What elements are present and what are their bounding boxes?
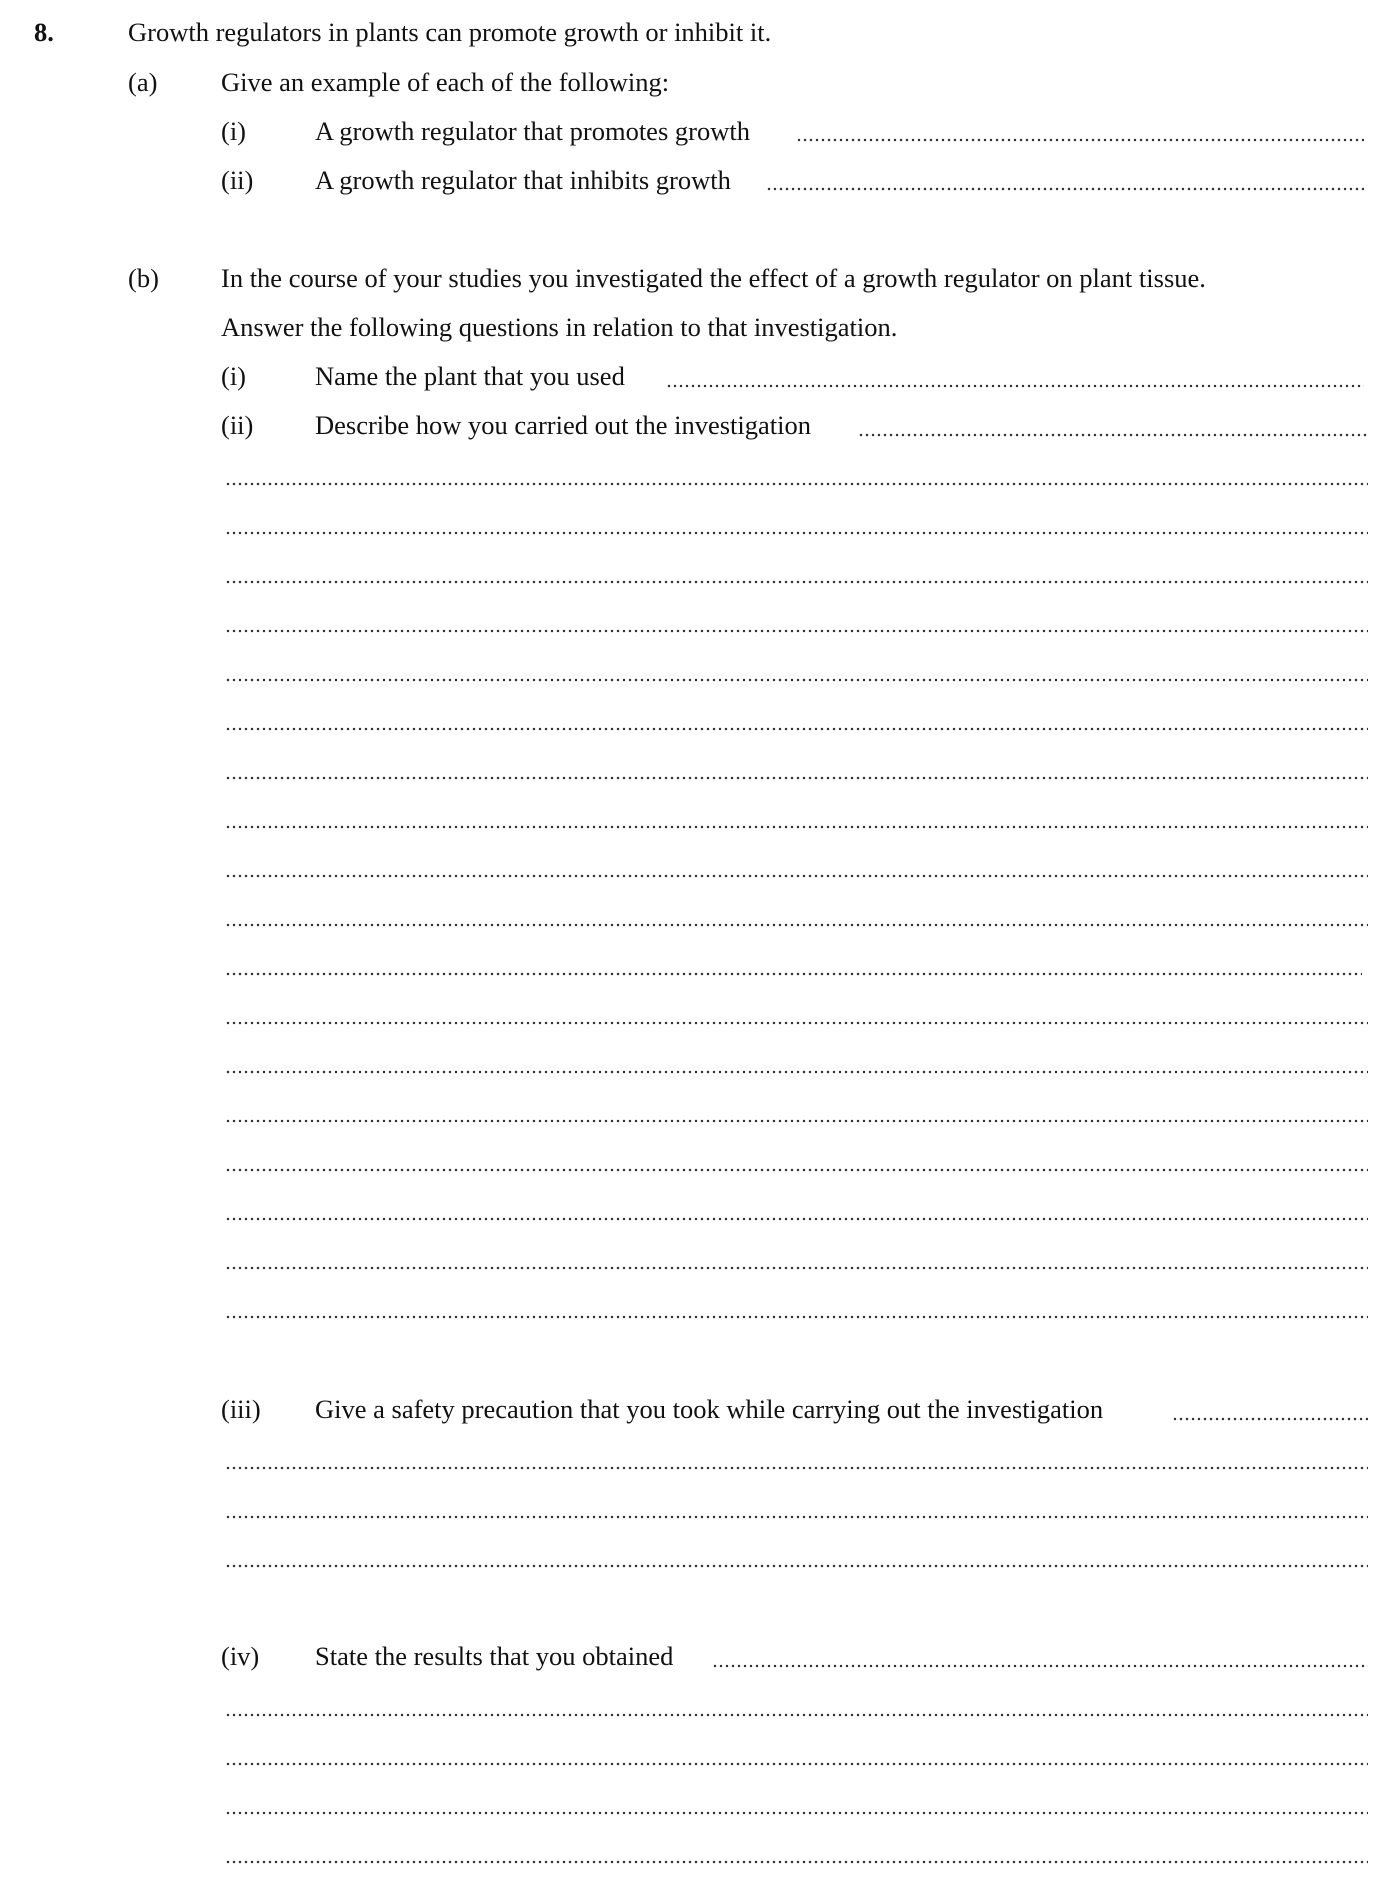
- answer-line-a-i[interactable]: [796, 138, 1364, 142]
- answer-line-b-iv[interactable]: [225, 1713, 1368, 1717]
- answer-line-b-ii[interactable]: [225, 1070, 1368, 1074]
- part-b-i-text: Name the plant that you used: [315, 361, 625, 391]
- part-b-prompt-2: Answer the following questions in relation to that investigation.: [221, 312, 898, 342]
- part-a-i-label: (i): [221, 116, 247, 146]
- answer-line-b-ii[interactable]: [225, 727, 1368, 731]
- answer-line-b-ii[interactable]: [225, 972, 1362, 976]
- question-stem: Growth regulators in plants can promote growth or inhibit it.: [128, 17, 772, 47]
- answer-line-a-ii[interactable]: [766, 187, 1364, 191]
- part-b-iv-label: (iv): [221, 1641, 260, 1671]
- answer-line-b-ii[interactable]: [225, 825, 1368, 829]
- part-b-i-label: (i): [221, 361, 247, 391]
- answer-line-b-ii[interactable]: [225, 1021, 1368, 1025]
- answer-line-b-ii[interactable]: [858, 433, 1368, 437]
- answer-line-b-ii[interactable]: [225, 531, 1368, 535]
- part-b-ii-label: (ii): [221, 410, 254, 440]
- part-b-iv-text: State the results that you obtained: [315, 1641, 674, 1671]
- part-a-prompt: Give an example of each of the following:: [221, 67, 670, 97]
- answer-line-b-ii[interactable]: [225, 776, 1368, 780]
- answer-line-b-ii[interactable]: [225, 482, 1368, 486]
- part-b-iii-label: (iii): [221, 1394, 261, 1424]
- answer-line-b-ii[interactable]: [225, 874, 1368, 878]
- answer-line-b-ii[interactable]: [225, 1217, 1368, 1221]
- part-b-label: (b): [128, 263, 159, 293]
- part-a-ii-text: A growth regulator that inhibits growth: [315, 165, 731, 195]
- answer-line-b-ii[interactable]: [225, 1168, 1368, 1172]
- answer-line-b-iii[interactable]: [225, 1466, 1368, 1470]
- answer-line-b-ii[interactable]: [225, 629, 1368, 633]
- answer-line-b-ii[interactable]: [225, 1119, 1368, 1123]
- part-a-ii-label: (ii): [221, 165, 254, 195]
- part-a-label: (a): [128, 67, 158, 97]
- answer-line-b-iii[interactable]: [225, 1564, 1368, 1568]
- part-b-prompt-1: In the course of your studies you investigated the effect of a growth regulator on plant tissue.: [221, 263, 1206, 293]
- answer-line-b-ii[interactable]: [225, 1266, 1368, 1270]
- answer-line-b-ii[interactable]: [225, 923, 1368, 927]
- answer-line-b-i[interactable]: [666, 384, 1364, 388]
- answer-line-b-ii[interactable]: [225, 580, 1368, 584]
- answer-line-b-iv[interactable]: [225, 1762, 1368, 1766]
- answer-line-b-iv[interactable]: [712, 1664, 1368, 1668]
- answer-line-b-iii[interactable]: [225, 1515, 1368, 1519]
- part-b-ii-text: Describe how you carried out the investigation: [315, 410, 811, 440]
- answer-line-b-iv[interactable]: [225, 1811, 1368, 1815]
- answer-line-b-ii[interactable]: [225, 1315, 1368, 1319]
- part-b-iii-text: Give a safety precaution that you took while carrying out the investigation: [315, 1394, 1104, 1424]
- answer-line-b-ii[interactable]: [225, 678, 1368, 682]
- part-a-i-text: A growth regulator that promotes growth: [315, 116, 750, 146]
- question-number: 8.: [34, 17, 54, 47]
- answer-line-b-iv[interactable]: [225, 1860, 1368, 1864]
- answer-line-b-iii[interactable]: [1172, 1417, 1368, 1421]
